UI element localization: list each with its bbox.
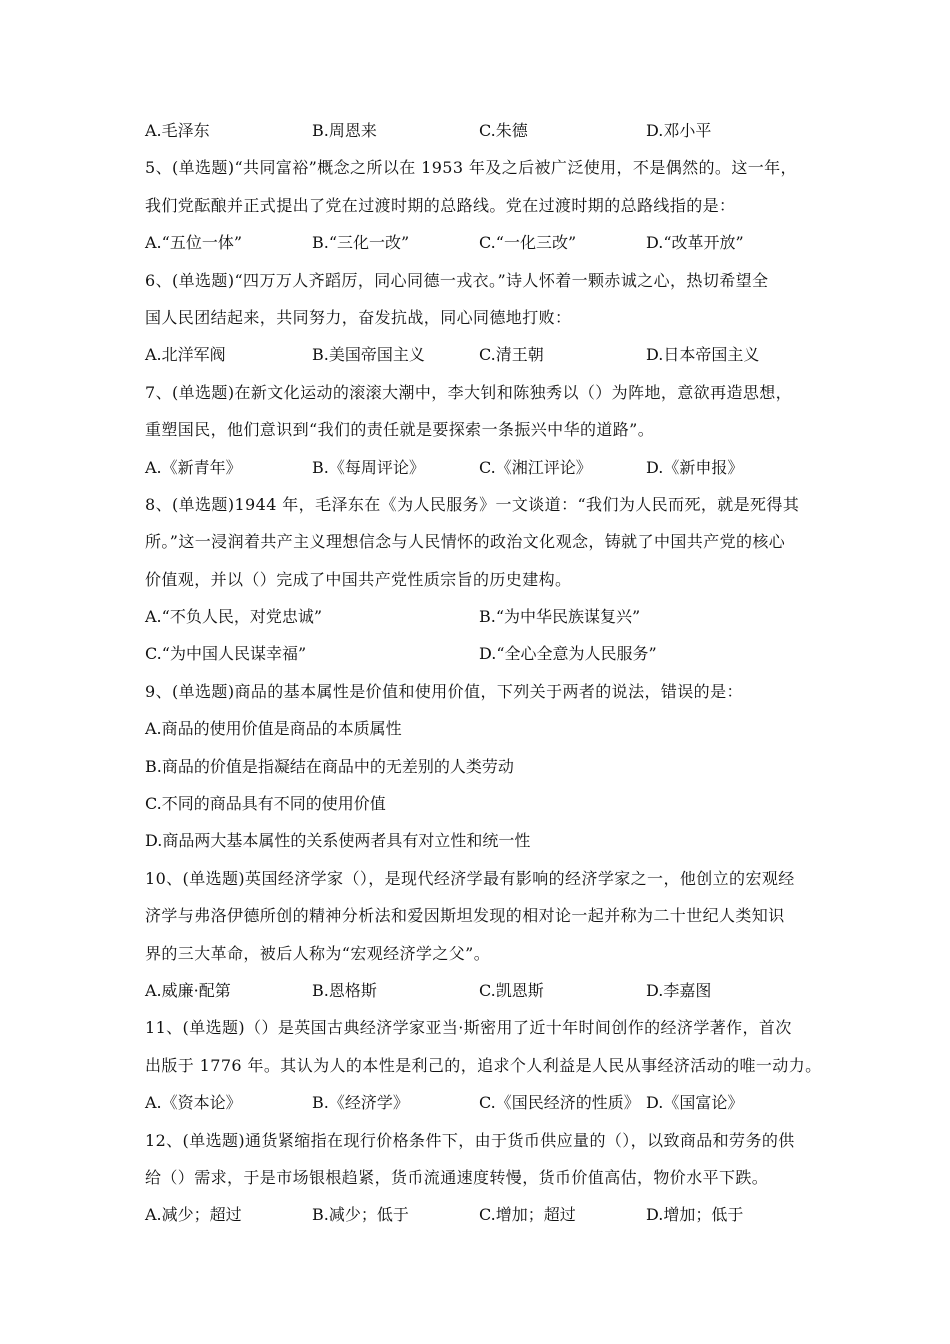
q6-option-a: A.北洋军阀 <box>145 345 226 365</box>
q12-option-b: B.减少；低于 <box>312 1205 409 1225</box>
q7-stem-line-2: 重塑国民，他们意识到“我们的责任就是要探索一条振兴中华的道路”。 <box>145 420 655 440</box>
q12-option-a: A.减少；超过 <box>145 1205 242 1225</box>
q10-stem-line-3: 界的三大革命，被后人称为“宏观经济学之父”。 <box>145 943 491 963</box>
q10-stem-line-2: 济学与弗洛伊德所创的精神分析法和爱因斯坦发现的相对论一起并称为二十世纪人类知识 <box>145 906 785 926</box>
q8-option-a: A.“不负人民，对党忠诚” <box>145 607 323 627</box>
q9-stem-line-1: 9、(单选题)商品的基本属性是价值和使用价值，下列关于两者的说法，错误的是： <box>145 681 743 701</box>
q7-option-c: C.《湘江评论》 <box>479 457 592 477</box>
q7-options <box>145 449 825 486</box>
q8-option-c: C.“为中国人民谋幸福” <box>145 644 307 664</box>
q12-options <box>145 1196 825 1233</box>
q7-stem-line-1: 7、(单选题)在新文化运动的滚滚大潮中，李大钊和陈独秀以（）为阵地，意欲再造思想， <box>145 382 793 402</box>
q10-option-b: B.恩格斯 <box>312 980 377 1000</box>
q5-option-b: B.“三化一改” <box>312 233 410 253</box>
q5-option-a: A.“五位一体” <box>145 233 243 253</box>
q6-option-b: B.美国帝国主义 <box>312 345 425 365</box>
q11-stem-line-1: 11、(单选题)（）是英国古典经济学家亚当·斯密用了近十年时间创作的经济学著作，首次 <box>145 1018 792 1038</box>
q4-options <box>145 112 825 149</box>
q10-options <box>145 972 825 1009</box>
q7-option-b: B.《每周评论》 <box>312 457 425 477</box>
q6-option-d: D.日本帝国主义 <box>646 345 760 365</box>
q7-option-a: A.《新青年》 <box>145 457 242 477</box>
q12-option-c: C.增加；超过 <box>479 1205 576 1225</box>
q4-option-a: A.毛泽东 <box>145 121 210 140</box>
q12-option-d: D.增加；低于 <box>646 1205 744 1225</box>
q11-options <box>145 1084 825 1121</box>
q9-option-d: D.商品两大基本属性的关系使两者具有对立性和统一性 <box>145 831 531 851</box>
q4-option-c: C.朱德 <box>479 121 528 140</box>
q5-options <box>145 224 825 261</box>
q12-stem-line-2: 给（）需求，于是市场银根趋紧，货币流通速度转慢，货币价值高估，物价水平下跌。 <box>145 1167 769 1187</box>
q11-option-b: B.《经济学》 <box>312 1093 409 1113</box>
q5-option-c: C.“一化三改” <box>479 233 577 253</box>
q11-option-a: A.《资本论》 <box>145 1093 242 1113</box>
q6-options <box>145 336 825 373</box>
q8-options-row-2 <box>145 635 825 672</box>
q10-stem-line-1: 10、(单选题)英国经济学家（），是现代经济学最有影响的经济学家之一，他创立的宏观经 <box>145 868 795 888</box>
q10-option-a: A.威廉·配第 <box>145 980 231 1000</box>
q8-option-b: B.“为中华民族谋复兴” <box>479 607 641 627</box>
q8-stem-line-1: 8、(单选题)1944 年，毛泽东在《为人民服务》一文谈道：“我们为人民而死，就是死得其 <box>145 494 800 514</box>
q9-option-b: B.商品的价值是指凝结在商品中的无差别的人类劳动 <box>145 756 514 776</box>
q10-option-d: D.李嘉图 <box>646 980 712 1000</box>
q5-stem-line-2: 我们党酝酿并正式提出了党在过渡时期的总路线。党在过渡时期的总路线指的是： <box>145 195 736 215</box>
q5-option-d: D.“改革开放” <box>646 233 744 253</box>
q8-stem-line-3: 价值观，并以（）完成了中国共产党性质宗旨的历史建构。 <box>145 569 572 589</box>
q8-option-d: D.“全心全意为人民服务” <box>479 644 657 664</box>
q8-options-row-1 <box>145 598 825 635</box>
q4-option-d: D.邓小平 <box>646 121 712 140</box>
document-page <box>145 112 825 1234</box>
q8-stem-line-2: 所。”这一浸润着共产主义理想信念与人民情怀的政治文化观念，铸就了中国共产党的核心 <box>145 532 786 552</box>
q5-stem-line-1: 5、(单选题)“共同富裕”概念之所以在 1953 年及之后被广泛使用，不是偶然的。这一年， <box>145 158 797 178</box>
q11-stem-line-2: 出版于 1776 年。其认为人的本性是利己的，追求个人利益是人民从事经济活动的唯一动力。 <box>145 1055 822 1075</box>
q7-option-d: D.《新申报》 <box>646 457 744 477</box>
q11-option-c: C.《国民经济的性质》 <box>479 1093 640 1113</box>
q6-stem-line-2: 国人民团结起来，共同努力，奋发抗战，同心同德地打败： <box>145 307 572 327</box>
q12-stem-line-1: 12、(单选题)通货紧缩指在现行价格条件下，由于货币供应量的（），以致商品和劳务的供 <box>145 1130 795 1150</box>
q9-option-c: C.不同的商品具有不同的使用价值 <box>145 794 386 814</box>
q6-stem-line-1: 6、(单选题)“四万万人齐蹈厉，同心同德一戎衣。”诗人怀着一颗赤诚之心，热切希望全 <box>145 270 769 290</box>
q6-option-c: C.清王朝 <box>479 345 544 365</box>
q11-option-d: D.《国富论》 <box>646 1093 744 1113</box>
q4-option-b: B.周恩来 <box>312 121 377 140</box>
q9-option-a: A.商品的使用价值是商品的本质属性 <box>145 719 402 739</box>
q10-option-c: C.凯恩斯 <box>479 980 544 1000</box>
